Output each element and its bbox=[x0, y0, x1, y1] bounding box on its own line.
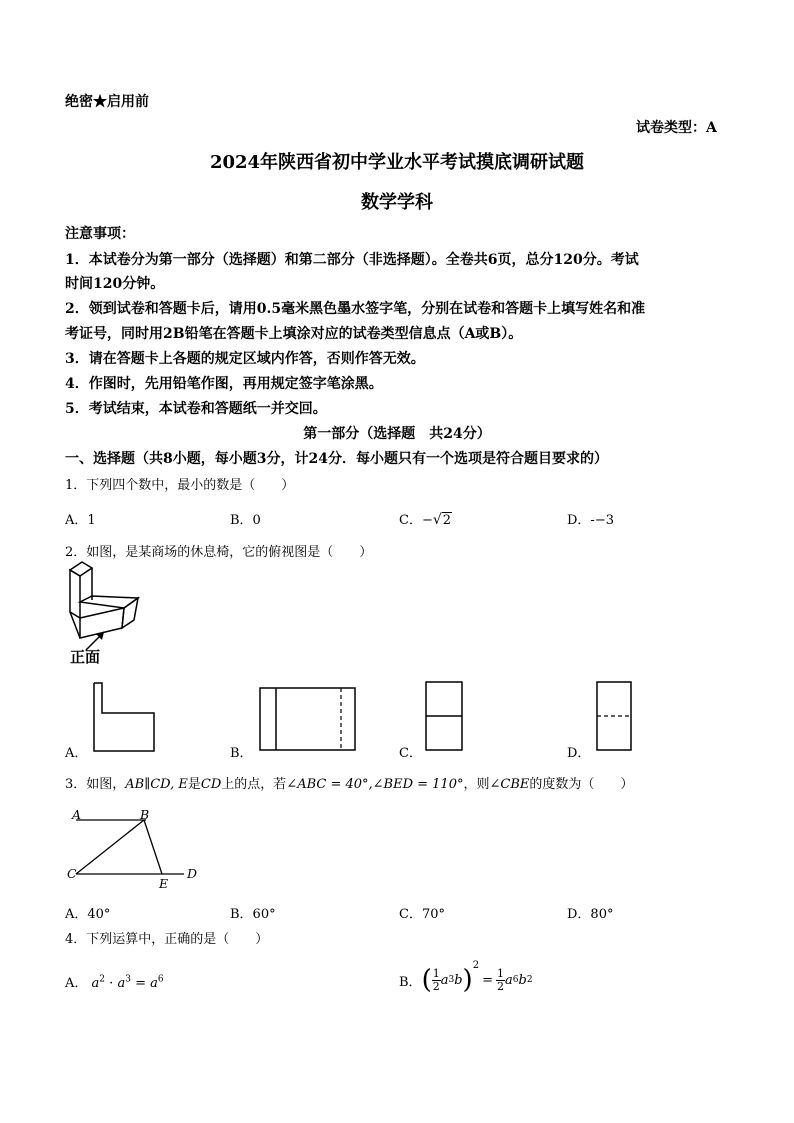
fraction-num: 1 bbox=[496, 966, 504, 980]
q1-option-b: B．0 bbox=[230, 513, 261, 528]
q1-option-c-label: C． bbox=[399, 513, 422, 528]
q2-option-a-label: A． bbox=[65, 746, 88, 761]
q3-stem-mid1: 是 bbox=[187, 777, 201, 792]
q3-geometry-figure bbox=[66, 806, 206, 892]
q3-stem-mid2: 上的点，若 bbox=[221, 777, 287, 792]
sqrt-icon: √ bbox=[432, 512, 442, 528]
var-b: b bbox=[518, 972, 527, 988]
exp: 3 bbox=[125, 974, 131, 985]
paper-type: 试卷类型：A bbox=[636, 120, 717, 136]
exp: 3 bbox=[448, 975, 455, 985]
q2-stem: 2．如图，是某商场的休息椅，它的俯视图是（ ） bbox=[65, 545, 373, 560]
q2-option-d-label: D． bbox=[567, 746, 591, 761]
q2-option-c-label: C． bbox=[399, 746, 422, 761]
q4-option-a bbox=[65, 972, 164, 991]
q3-stem-cbe: ∠CBE bbox=[489, 777, 530, 792]
q3-option-d: D．80° bbox=[567, 907, 614, 922]
q1-option-a: A．1 bbox=[65, 513, 96, 528]
q2-option-a-figure bbox=[92, 681, 162, 753]
notice-item-1-line2: 时间120分钟。 bbox=[65, 276, 165, 292]
subject-title: 数学学科 bbox=[361, 192, 433, 213]
exp: 2 bbox=[472, 960, 480, 971]
var-a: a bbox=[440, 972, 449, 988]
q3-stem-pre: 3．如图， bbox=[65, 777, 126, 792]
fraction-num: 1 bbox=[432, 966, 440, 980]
q2-option-d-figure bbox=[596, 681, 636, 753]
q2-option-b-figure bbox=[259, 687, 359, 753]
exp: 2 bbox=[526, 975, 533, 985]
q3-stem-mid3: ，则 bbox=[463, 777, 490, 792]
notice-item-3: 3．请在答题卡上各题的规定区域内作答，否则作答无效。 bbox=[65, 351, 425, 367]
q3-option-a: A．40° bbox=[65, 907, 111, 922]
var-a: a bbox=[504, 972, 513, 988]
front-label: 正面 bbox=[70, 648, 101, 666]
notice-item-2-line1: 2．领到试卷和答题卡后，请用0.5毫米黑色墨水签字笔，分别在试卷和答题卡上填写姓名和准 bbox=[65, 301, 646, 317]
q3-stem-cd: CD bbox=[200, 777, 222, 792]
exp: 2 bbox=[99, 974, 106, 985]
q4-option-b-label: B． bbox=[399, 974, 422, 990]
q3-point-c: C bbox=[67, 866, 77, 881]
q1-stem: 1．下列四个数中，最小的数是（ ） bbox=[65, 478, 295, 493]
q1-option-d: D．-−3 bbox=[567, 513, 614, 528]
q3-stem-end: 的度数为（ ） bbox=[529, 777, 634, 792]
notice-item-1-line1: 1．本试卷分为第一部分（选择题）和第二部分（非选择题）。全卷共6页，总分120分。考试 bbox=[65, 252, 639, 268]
exp: 6 bbox=[157, 974, 164, 985]
notice-item-5: 5．考试结束，本试卷和答题纸一并交回。 bbox=[65, 401, 327, 417]
equals-sign: = bbox=[135, 976, 146, 991]
q3-point-e: E bbox=[159, 876, 169, 891]
exam-title: 2024年陕西省初中学业水平考试摸底调研试题 bbox=[209, 152, 585, 173]
q3-stem-angles: ∠ABC = 40°,∠BED = 110° bbox=[286, 777, 464, 792]
var-a: a bbox=[150, 976, 158, 991]
var-b: b bbox=[454, 972, 463, 988]
q1-option-c bbox=[399, 509, 452, 528]
part1-heading: 第一部分（选择题 共24分） bbox=[303, 426, 491, 442]
q1-option-c-minus: − bbox=[421, 513, 433, 528]
q3-stem-math: AB∥CD, E bbox=[125, 777, 188, 792]
section-heading: 一、选择题（共8小题，每小题3分，计24分．每小题只有一个选项是符合题目要求的） bbox=[65, 451, 608, 467]
var-a: a bbox=[91, 976, 100, 991]
q4-stem: 4．下列运算中，正确的是（ ） bbox=[65, 932, 269, 947]
q3-option-c: C．70° bbox=[399, 907, 445, 922]
q3-point-b: B bbox=[140, 807, 150, 822]
exp: 6 bbox=[512, 975, 519, 985]
fraction-half bbox=[432, 968, 441, 993]
q3-point-a: A bbox=[72, 807, 82, 822]
fraction-half bbox=[496, 968, 505, 993]
q2-option-c-figure bbox=[425, 681, 465, 753]
var-a: a bbox=[117, 976, 126, 991]
q4-option-b bbox=[399, 960, 533, 1000]
equals-sign: = bbox=[482, 972, 493, 988]
q4-option-a-label: A． bbox=[65, 976, 88, 991]
secret-label: 绝密★启用前 bbox=[65, 94, 149, 110]
q3-stem bbox=[65, 773, 633, 792]
fraction-den: 2 bbox=[496, 979, 504, 993]
dot-operator: · bbox=[109, 976, 114, 991]
q2-option-b-label: B． bbox=[230, 746, 253, 761]
left-paren: ( bbox=[421, 965, 432, 995]
notice-item-4: 4．作图时，先用铅笔作图，再用规定签字笔涂黑。 bbox=[65, 376, 383, 392]
q3-point-d: D bbox=[187, 866, 198, 881]
notice-item-2-line2: 考证号，同时用2B铅笔在答题卡上填涂对应的试卷类型信息点（A或B）。 bbox=[65, 326, 523, 342]
fraction-den: 2 bbox=[432, 979, 440, 993]
right-paren: ) bbox=[462, 965, 473, 995]
q1-option-c-radicand: 2 bbox=[442, 513, 452, 528]
notice-heading: 注意事项： bbox=[65, 226, 135, 242]
q3-option-b: B．60° bbox=[230, 907, 276, 922]
